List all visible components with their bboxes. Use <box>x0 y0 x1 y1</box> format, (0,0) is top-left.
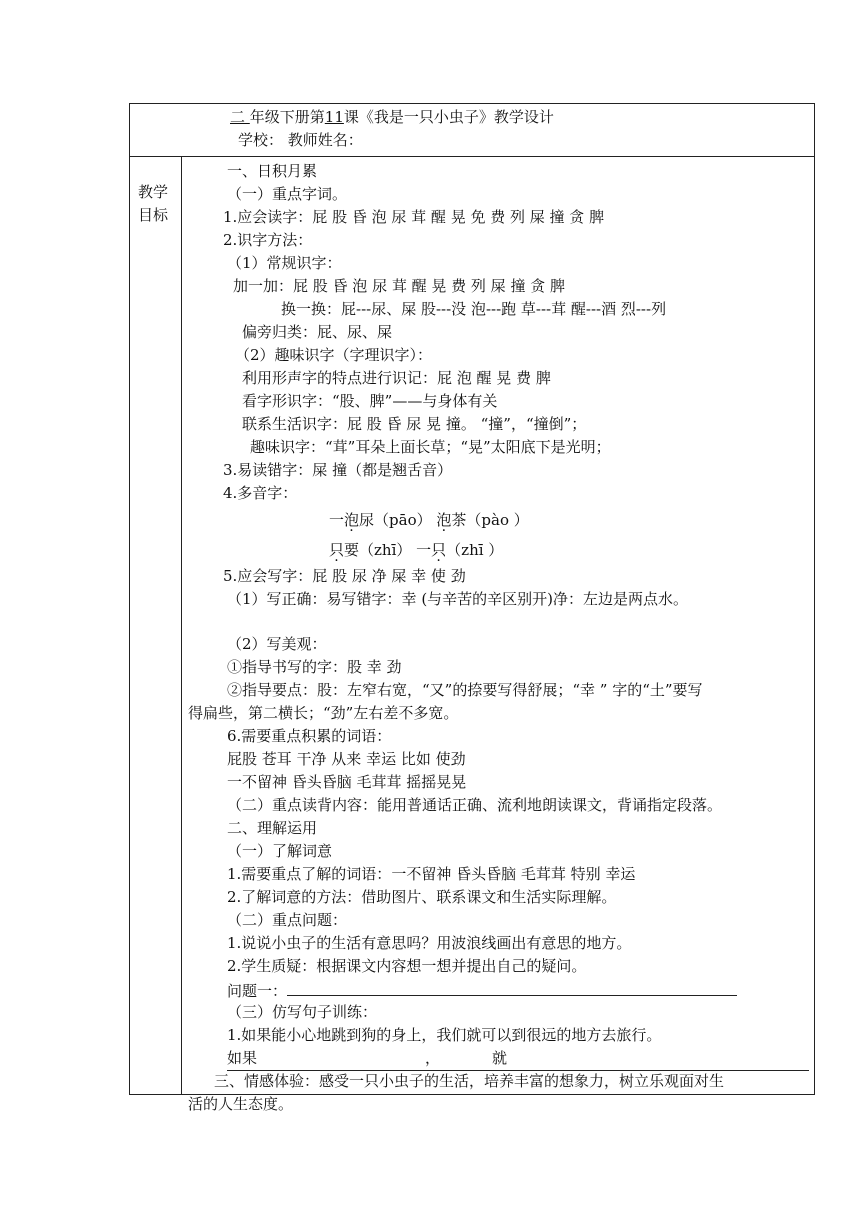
polyphonic-heading: 4.多音字： <box>223 484 298 502</box>
grade-blank: 二 <box>230 108 250 126</box>
question-1: 1.说说小虫子的生活有意思吗？用波浪线画出有意思的地方。 <box>227 934 632 952</box>
life-literacy: 联系生活识字：屁 股 昏 尿 晃 撞。 “撞”，“撞倒”； <box>242 415 587 433</box>
radical-grouping: 偏旁归类：屁、尿、屎 <box>242 323 393 341</box>
goals-content <box>188 160 812 1116</box>
conventional-literacy: （1）常规识字： <box>227 254 342 272</box>
subheading-key-questions: （二）重点问题： <box>227 911 348 929</box>
subheading-key-words: （一）重点字词。 <box>227 185 348 203</box>
glyph-literacy: 看字形识字：“股、脾”——与身体有关 <box>242 392 498 410</box>
guidance-points-cont: 得扁些，第二横长；“劲”左右差不多宽。 <box>188 704 459 722</box>
key-words-to-understand: 1.需要重点了解的词语：一不留神 昏头昏脑 毛茸茸 特别 幸运 <box>227 865 636 883</box>
emotional-experience: 三、情感体验：感受一只小虫子的生活，培养丰富的想象力，树立乐观面对生 <box>214 1072 725 1090</box>
subheading-imitation: （三）仿写句子训练： <box>227 1003 378 1021</box>
writing-characters: 5.应会写字：屁 股 尿 净 屎 幸 使 劲 <box>223 567 466 585</box>
lesson-plan-table <box>129 103 815 1113</box>
easy-misread: 3.易读错字：屎 撞（都是翘舌音） <box>223 461 453 479</box>
school-teacher-line: 学校： 教师姓名： <box>238 131 363 149</box>
swap-method: 换一换：屁---尿、屎 股---没 泡---跑 草---茸 醒---酒 烈---列 <box>281 300 667 318</box>
student-questions: 2.学生质疑：根据课文内容想一想并提出自己的疑问。 <box>227 957 587 975</box>
heading-application: 二、理解运用 <box>227 819 318 837</box>
accumulate-words-heading: 6.需要重点积累的词语： <box>227 727 392 745</box>
polyphonic-pao: 一泡尿（pāo） 泡茶（pào ） <box>329 511 529 529</box>
write-correctly: （1）写正确：易写错字：幸 (与辛苦的辛区别开)净：左边是两点水。 <box>227 590 689 608</box>
polyphonic-zhi: 只要（zhī） 一只（zhī ） <box>329 541 504 559</box>
recitation-content: （二）重点读背内容：能用普通话正确、流利地朗读课文，背诵指定段落。 <box>227 796 723 814</box>
subheading-meaning: （一）了解词意 <box>227 842 333 860</box>
lesson-number: 11 <box>324 108 344 126</box>
write-beautifully: （2）写美观： <box>227 635 327 653</box>
imitation-blank <box>188 1047 812 1070</box>
reading-characters: 1.应会读字：屁 股 昏 泡 尿 茸 醒 晃 免 费 列 屎 撞 贪 脾 <box>223 208 605 226</box>
meaning-methods: 2.了解词意的方法：借助图片、联系课文和生活实际理解。 <box>227 888 617 906</box>
document-title: 二 年级下册第11课《我是一只小虫子》教学设计 <box>230 108 554 126</box>
word-list-2: 一不留神 昏头昏脑 毛茸茸 摇摇晃晃 <box>227 773 467 791</box>
column-divider <box>181 156 182 1094</box>
question-one-input-line[interactable] <box>287 978 737 996</box>
literacy-methods: 2.识字方法： <box>223 231 313 249</box>
blank-line <box>188 611 812 633</box>
header-divider <box>130 156 814 157</box>
guidance-points: ②指导要点：股：左窄右宽，“又”的捺要写得舒展；“幸 ” 字的“土”要写 <box>227 681 703 699</box>
word-list-1: 屁股 苍耳 干净 从来 幸运 比如 使劲 <box>227 750 466 768</box>
emotional-experience-cont: 活的人生态度。 <box>188 1095 294 1113</box>
guided-characters: ①指导书写的字：股 幸 劲 <box>227 658 402 676</box>
interest-literacy: 趣味识字：“茸”耳朵上面长草；“晃”太阳底下是光明； <box>250 438 611 456</box>
question-one-blank: 问题一： <box>188 978 812 1001</box>
fun-literacy: （2）趣味识字（字理识字）： <box>235 346 433 364</box>
section-label-teaching-goals: 教学目标 <box>138 183 169 224</box>
imitation-input-line[interactable]: 如果 ， 就 <box>227 1047 809 1071</box>
imitation-example: 1.如果能小心地跳到狗的身上，我们就可以到很远的地方去旅行。 <box>227 1026 662 1044</box>
heading-accumulation: 一、日积月累 <box>227 162 318 180</box>
phonetic-semantic: 利用形声字的特点进行识记：屁 泡 醒 晃 费 脾 <box>242 369 551 387</box>
add-method: 加一加：屁 股 昏 泡 尿 茸 醒 晃 费 列 屎 撞 贪 脾 <box>233 277 565 295</box>
